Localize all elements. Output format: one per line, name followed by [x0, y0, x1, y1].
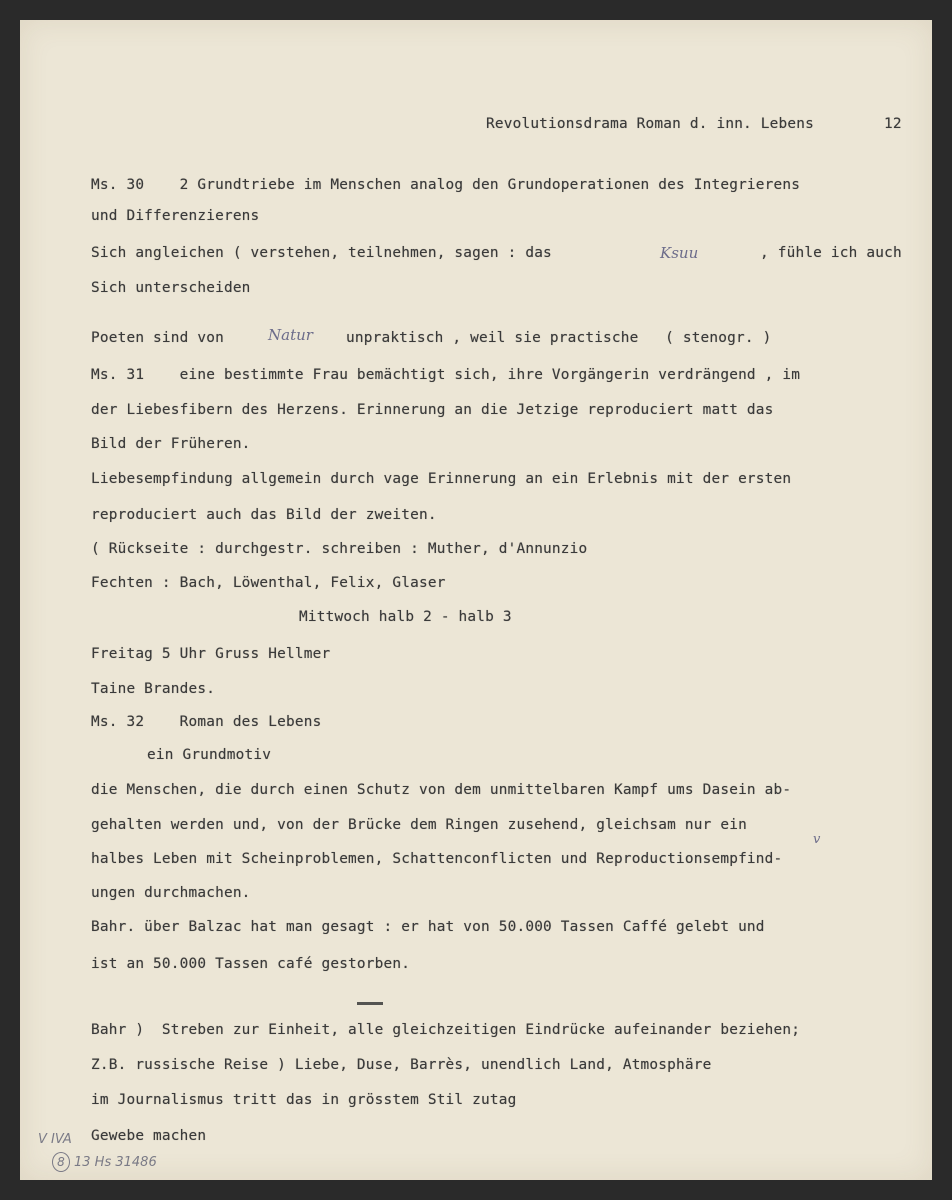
- text-line: Sich unterscheiden: [91, 280, 251, 296]
- handwritten-correction: v: [813, 832, 821, 847]
- circled-folio-number: 8: [52, 1152, 70, 1172]
- page-number: 12: [884, 116, 902, 132]
- text-line: Mittwoch halb 2 - halb 3: [299, 609, 512, 625]
- text-line: , fühle ich auch: [760, 245, 902, 261]
- archive-shelfmark: 13 Hs 31486: [74, 1155, 157, 1170]
- text-line: ist an 50.000 Tassen café gestorben.: [91, 956, 411, 972]
- document-page: [20, 20, 932, 1180]
- text-line: Freitag 5 Uhr Gruss Hellmer: [91, 646, 331, 662]
- text-line: unpraktisch , weil sie practische ( stenogr. ): [346, 330, 772, 346]
- text-line: der Liebesfibern des Herzens. Erinnerung an die Jetzige reproduciert matt das: [91, 402, 774, 418]
- text-line: ungen durchmachen.: [91, 885, 251, 901]
- text-line: Sich angleichen ( verstehen, teilnehmen, sagen : das: [91, 245, 552, 261]
- archive-sigle: V IVA: [38, 1132, 72, 1147]
- text-line: die Menschen, die durch einen Schutz von dem unmittelbaren Kampf ums Dasein ab-: [91, 782, 792, 798]
- text-line: Taine Brandes.: [91, 681, 216, 697]
- text-line: ( Rückseite : durchgestr. schreiben : Muther, d'Annunzio: [91, 541, 588, 557]
- text-line: Z.B. russische Reise ) Liebe, Duse, Barrès, unendlich Land, Atmosphäre: [91, 1057, 712, 1073]
- page-header-title: Revolutionsdrama Roman d. inn. Lebens: [486, 116, 814, 132]
- text-line: Bild der Früheren.: [91, 436, 251, 452]
- text-line: Poeten sind von: [91, 330, 224, 346]
- section-separator: [357, 1002, 383, 1005]
- text-line: Liebesempfindung allgemein durch vage Erinnerung an ein Erlebnis mit der ersten: [91, 471, 792, 487]
- text-line: Ms. 31 eine bestimmte Frau bemächtigt sich, ihre Vorgängerin verdrängend , im: [91, 367, 801, 383]
- text-line: Ms. 30 2 Grundtriebe im Menschen analog den Grundoperationen des Integrierens: [91, 177, 801, 193]
- text-line: gehalten werden und, von der Brücke dem Ringen zusehend, gleichsam nur ein: [91, 817, 747, 833]
- handwritten-word: Ksuu: [660, 244, 699, 262]
- text-line: ein Grundmotiv: [147, 747, 272, 763]
- text-line: reproduciert auch das Bild der zweiten.: [91, 507, 437, 523]
- text-line: Ms. 32 Roman des Lebens: [91, 714, 322, 730]
- text-line: und Differenzierens: [91, 208, 260, 224]
- text-line: halbes Leben mit Scheinproblemen, Schattenconflicten und Reproductionsempfind-: [91, 851, 783, 867]
- text-line: im Journalismus tritt das in grösstem Stil zutag: [91, 1092, 517, 1108]
- text-line: Gewebe machen: [91, 1128, 207, 1144]
- handwritten-word: Natur: [268, 326, 313, 344]
- text-line: Bahr ) Streben zur Einheit, alle gleichzeitigen Eindrücke aufeinander beziehen;: [91, 1022, 801, 1038]
- text-line: Fechten : Bach, Löwenthal, Felix, Glaser: [91, 575, 446, 591]
- text-line: Bahr. über Balzac hat man gesagt : er hat von 50.000 Tassen Caffé gelebt und: [91, 919, 765, 935]
